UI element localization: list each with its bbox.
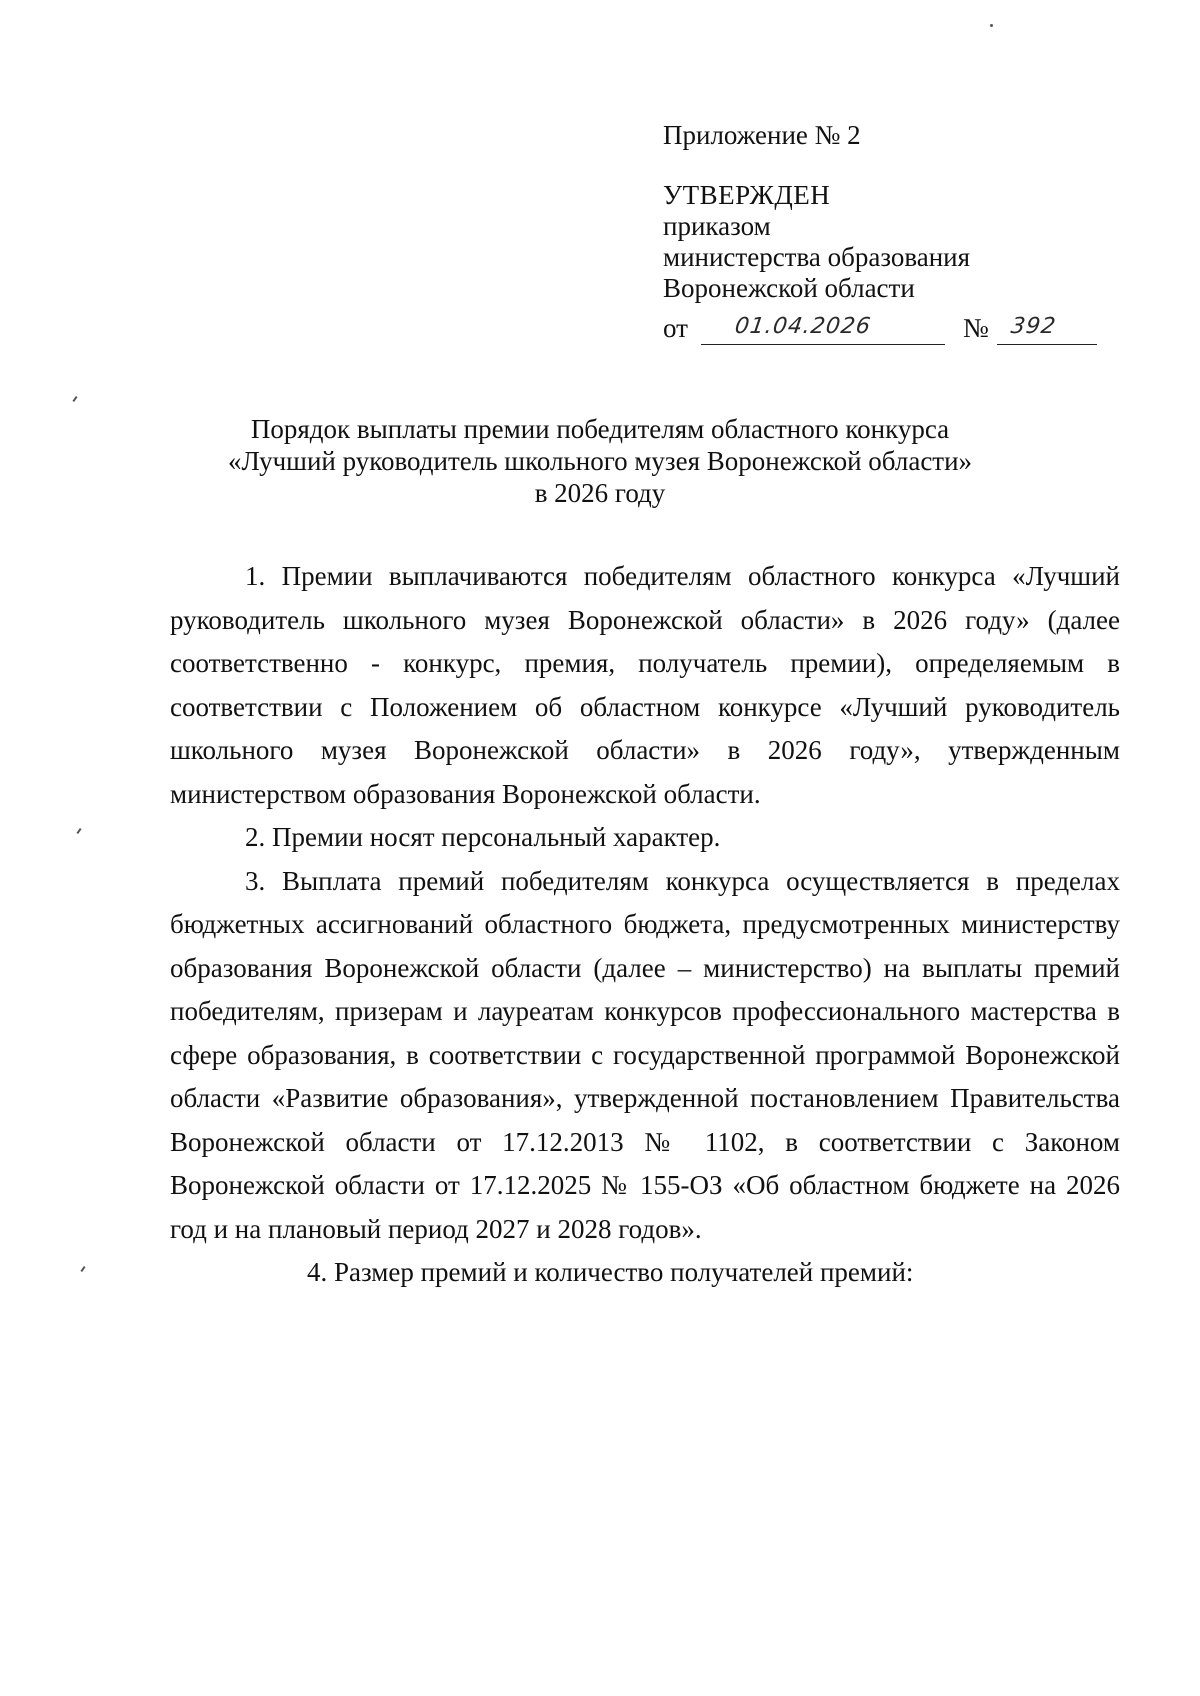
paragraph-2: 2. Премии носят персональный характер. — [245, 822, 721, 852]
approved-heading: УТВЕРЖДЕН — [663, 180, 831, 210]
paragraph-4: 4. Размер премий и количество получателей премий: — [307, 1257, 914, 1287]
scan-mark — [72, 396, 77, 402]
scan-mark — [76, 828, 81, 834]
order-number-field — [997, 310, 1097, 345]
number-sign: № — [963, 313, 989, 343]
paragraph-3: 3. Выплата премий победителям конкурса осуществляется в пределах бюджетных ассигнований областного бюджета, предусмотренных министерству образования Воронежской области (далее – министерство) на выплаты премий победителям, призерам и лауреатам конкурсов профессионального мастерства в сфере образования, в соответствии с государственной программой Воронежской области «Развитие образования», утвержденной постановлением Правительства Воронежской области от 17.12.2013 № 1102, в соответствии с Законом Воронежской области от 17.12.2025 № 155-ОЗ «Об областном бюджете на 2026 год и на плановый период 2027 и 2028 годов». — [170, 865, 1120, 1244]
document-title — [160, 413, 1040, 509]
title-line-2: «Лучший руководитель школьного музея Воронежской области» — [227, 446, 973, 476]
title-line-3: в 2026 году — [534, 478, 666, 508]
handwritten-date: 01.04.2026 — [733, 314, 873, 339]
document-body — [170, 555, 1120, 1295]
approved-by-line-1: приказом — [663, 211, 771, 241]
scan-speck — [990, 24, 993, 27]
title-line-1: Порядок выплаты премии победителям областного конкурса — [250, 414, 950, 444]
approved-by-line-2: министерства образования — [663, 242, 971, 272]
approved-by-line-3: Воронежской области — [663, 273, 915, 303]
appendix-label: Приложение № 2 — [663, 120, 861, 150]
scan-mark — [80, 1266, 85, 1272]
order-date-field — [701, 310, 945, 345]
paragraph-1: 1. Премии выплачиваются победителям областного конкурса «Лучший руководитель школьного музея Воронежской области» в 2026 году» (далее соответственно - конкурс, премия, получатель премии), определяемым в соответствии с Положением об областном конкурсе «Лучший руководитель школьного музея Воронежской области» в 2026 году», утвержденным министерством образования Воронежской области. — [170, 561, 1120, 809]
order-date-number-line — [663, 310, 1103, 350]
handwritten-number: 392 — [1009, 314, 1058, 339]
date-prefix: от — [663, 313, 688, 343]
approval-stamp — [663, 180, 970, 304]
